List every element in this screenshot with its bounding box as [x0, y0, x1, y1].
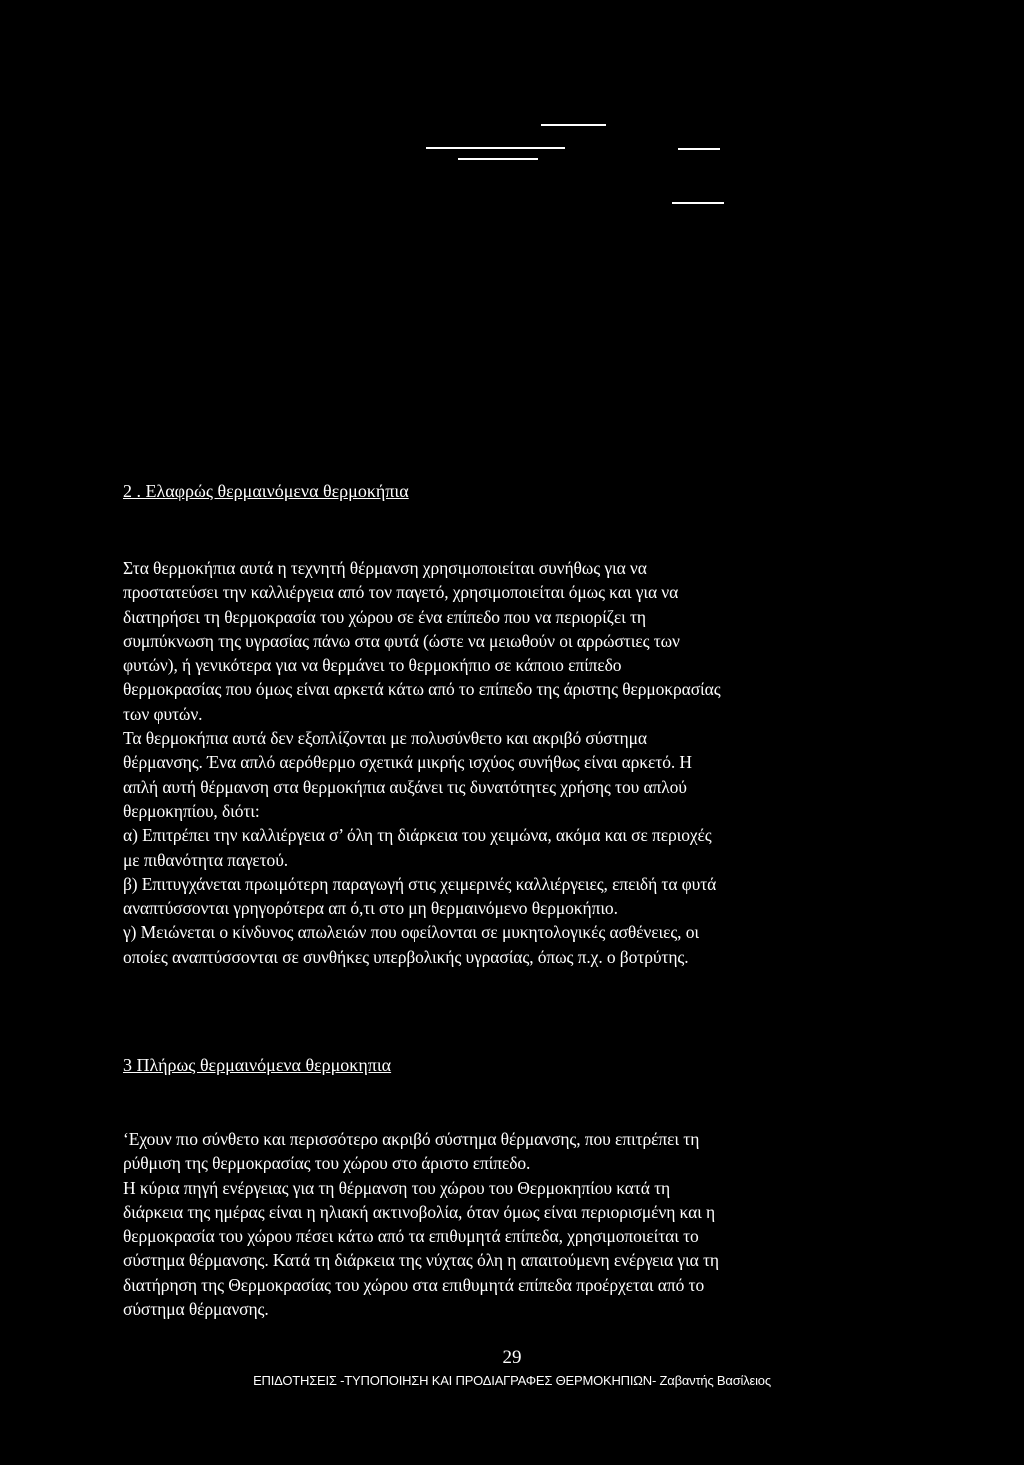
body-line: αναπτύσσονται γρηγορότερα απ ό,τι στο μη θερμαινόμενο θερμοκήπιο. — [123, 898, 618, 919]
top-rule-4 — [458, 158, 538, 160]
body-line: θερμοκρασίας που όμως είναι αρκετά κάτω από το επίπεδο της άριστης θερμοκρασίας — [123, 679, 721, 700]
body-line: ρύθμιση της θερμοκρασίας του χώρου στο άριστο επίπεδο. — [123, 1153, 531, 1174]
body-line: ‘Εχουν πιο σύνθετο και περισσότερο ακριβό σύστημα θέρμανσης, που επιτρέπει τη — [123, 1129, 700, 1149]
body-line: διατήρηση της Θερμοκρασίας του χώρου στα επιθυμητά επίπεδα προέρχεται από το — [123, 1274, 705, 1295]
page-number: 29 — [502, 1347, 522, 1368]
top-rule-3 — [678, 148, 720, 150]
body-line: β) Επιτυγχάνεται πρωιμότερη παραγωγή στις χειμερινές καλλιέργειες, επειδή τα φυτά — [123, 873, 717, 894]
section-3-heading: 3 Πλήρως θερμαινόμενα θερμοκηπια — [123, 1055, 392, 1075]
body-line: Η κύρια πηγή ενέργειας για τη θέρμανση του χώρου του Θερμοκηπίου κατά τη — [123, 1177, 671, 1198]
body-line: οποίες αναπτύσσονται σε συνθήκες υπερβολικής υγρασίας, όπως π.χ. ο βοτρύτης. — [123, 946, 689, 967]
body-line: θερμοκηπίου, διότι: — [123, 800, 260, 821]
section-3-body — [123, 1127, 883, 1321]
body-line: σύστημα θέρμανσης. — [123, 1299, 269, 1320]
body-line: με πιθανότητα παγετού. — [123, 849, 289, 870]
section-2-body — [123, 556, 883, 969]
body-line: γ) Μειώνεται ο κίνδυνος απωλειών που οφείλονται σε μυκητολογικές ασθένειες, οι — [123, 922, 699, 943]
body-line: συμπύκνωση της υγρασίας πάνω στα φυτά (ώστε να μειωθούν οι αρρώστιες των — [123, 630, 680, 651]
body-line: διάρκεια της ημέρας είναι η ηλιακή ακτινοβολία, όταν όμως είναι περιορισμένη και η — [123, 1201, 716, 1222]
body-line: σύστημα θέρμανσης. Κατά τη διάρκεια της νύχτας όλη η απαιτούμενη ενέργεια για τη — [123, 1250, 719, 1271]
body-line: απλή αυτή θέρμανση στα θερμοκήπια αυξάνει τις δυνατότητες χρήσης του απλού — [123, 776, 687, 797]
body-line: α) Επιτρέπει την καλλιέργεια σ’ όλη τη διάρκεια του χειμώνα, ακόμα και σε περιοχές — [123, 825, 712, 846]
body-line: θέρμανσης. Ένα απλό αερόθερμο σχετικά μικρής ισχύος συνήθως είναι αρκετό. Η — [123, 752, 692, 773]
body-line: των φυτών. — [123, 703, 203, 724]
body-line: θερμοκρασία του χώρου πέσει κάτω από τα επιθυμητά επίπεδα, χρησιμοποιείται το — [123, 1226, 699, 1247]
body-line: διατηρήσει τη θερμοκρασία του χώρου σε ένα επίπεδο που να περιορίζει τη — [123, 606, 646, 627]
body-line: Στα θερμοκήπια αυτά η τεχνητή θέρμανση χρησιμοποιείται συνήθως για να — [123, 558, 647, 578]
body-line: Τα θερμοκήπια αυτά δεν εξοπλίζονται με πολυσύνθετο και ακριβό σύστημα — [123, 728, 647, 749]
top-rule-5 — [672, 202, 724, 204]
top-rule-2 — [426, 147, 565, 149]
top-rule-1 — [541, 124, 606, 126]
body-line: φυτών), ή γενικότερα για να θερμάνει το θερμοκήπιο σε κάποιο επίπεδο — [123, 655, 622, 676]
footer-text: ΕΠΙΔΟΤΗΣΕΙΣ -ΤΥΠΟΠΟΙΗΣΗ ΚΑΙ ΠΡΟΔΙΑΓΡΑΦΕΣ ΘΕΡΜΟΚΗΠΙΩΝ- Ζαβαντής Βασίλειος — [253, 1373, 771, 1388]
section-2-heading: 2 . Ελαφρώς θερμαινόμενα θερμοκήπια — [123, 481, 409, 501]
body-line: προστατεύσει την καλλιέργεια από τον παγετό, χρησιμοποιείται όμως και για να — [123, 582, 679, 603]
